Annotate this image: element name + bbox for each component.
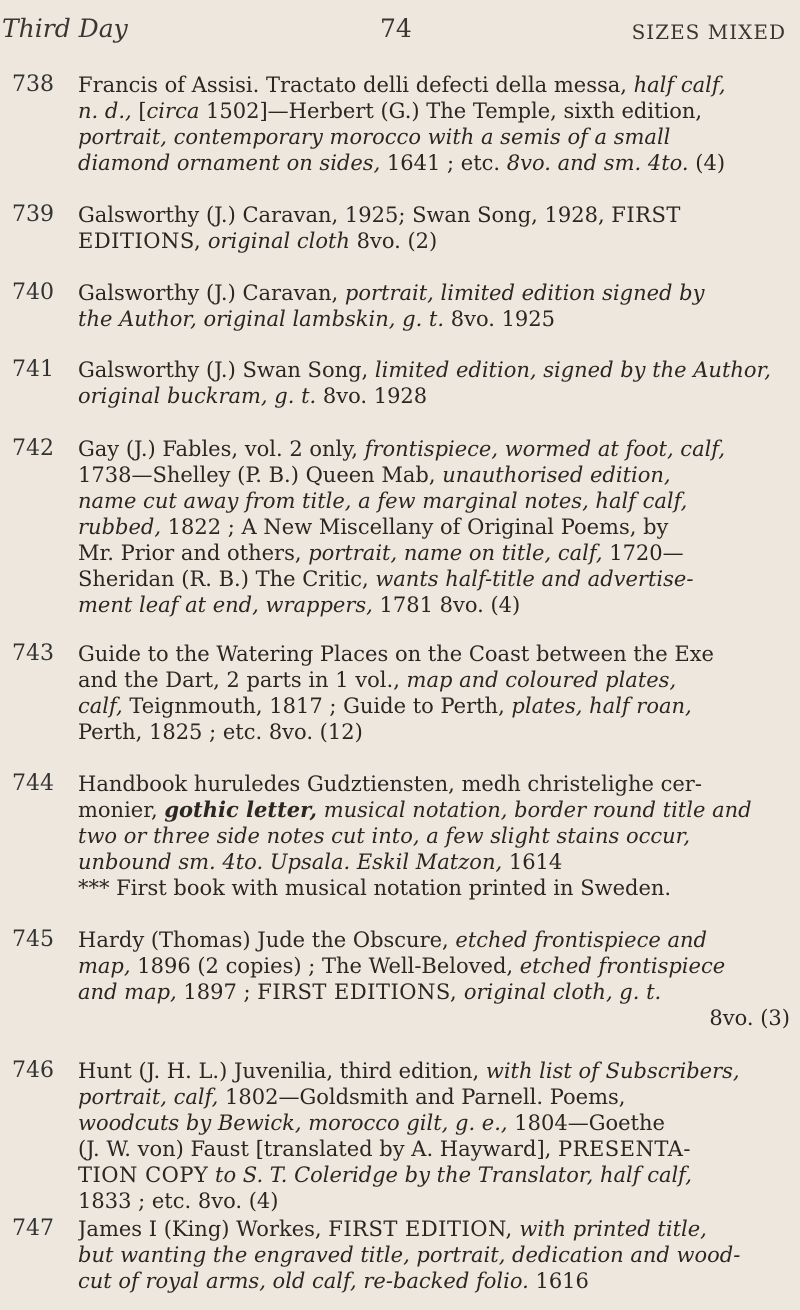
text-run: PRESENTA- xyxy=(558,1137,691,1161)
description-line xyxy=(78,436,790,462)
text-run: portrait, calf, xyxy=(78,1085,219,1109)
text-run: FIRST xyxy=(611,203,681,227)
description-line xyxy=(78,1242,790,1268)
text-run: with list of Subscribers, xyxy=(485,1059,740,1083)
text-run: Sheridan (R. B.) The Critic, xyxy=(78,567,376,591)
text-run: 8vo. (3) xyxy=(709,1006,790,1030)
text-run: circa xyxy=(146,99,200,123)
description-line xyxy=(78,1268,790,1294)
description-line xyxy=(78,280,790,306)
text-run: portrait, name on title, calf, xyxy=(308,541,603,565)
text-run: EDITIONS, xyxy=(78,229,202,253)
text-run xyxy=(263,850,270,874)
text-run: sm. 4to. xyxy=(178,850,264,874)
description-line xyxy=(78,719,790,745)
text-run: ment leaf at end, wrappers, xyxy=(78,593,373,617)
lot-description xyxy=(78,357,790,409)
page-number: 74 xyxy=(380,14,412,43)
text-run: 1614 xyxy=(502,850,563,874)
text-run: TION COPY xyxy=(78,1163,209,1187)
description-line xyxy=(78,823,790,849)
description-line xyxy=(78,797,790,823)
text-run: diamond ornament on sides, xyxy=(78,151,381,175)
lot-description xyxy=(78,202,790,254)
lot-number: 739 xyxy=(12,202,54,227)
text-run: gothic letter, xyxy=(164,797,317,822)
description-line xyxy=(78,693,790,719)
description-line xyxy=(78,357,790,383)
description-line xyxy=(78,1084,790,1110)
text-run: Perth, 1825 ; etc. 8vo. (12) xyxy=(78,720,363,744)
text-run: 8vo. and sm. 4to. xyxy=(506,151,689,175)
description-line xyxy=(78,1058,790,1084)
lot-number: 738 xyxy=(12,72,54,97)
description-line xyxy=(78,228,790,254)
lot-number: 744 xyxy=(12,771,54,796)
text-run: 1833 ; etc. 8vo. (4) xyxy=(78,1189,279,1213)
text-run xyxy=(317,798,324,822)
text-run: the Author, original lambskin, g. t. xyxy=(78,307,445,331)
description-line xyxy=(78,514,790,540)
text-run: wants half-title and advertise- xyxy=(375,567,694,591)
text-run: 1616 xyxy=(528,1269,589,1293)
description-line xyxy=(78,202,790,228)
description-line xyxy=(78,488,790,514)
description-line xyxy=(78,150,790,176)
text-run: 1802—Goldsmith and Parnell. Poems, xyxy=(218,1085,626,1109)
text-run: n. d., xyxy=(78,99,132,123)
text-run: Mr. Prior and others, xyxy=(78,541,309,565)
text-run: 1641 ; etc. xyxy=(380,151,507,175)
lot-description xyxy=(78,927,790,1031)
description-line xyxy=(78,306,790,332)
text-run: portrait, contemporary morocco with a semis of a small xyxy=(78,125,671,149)
lot-number: 740 xyxy=(12,280,54,305)
text-run: Upsala. Eskil Matzon, xyxy=(269,850,503,874)
description-line xyxy=(78,1005,790,1031)
text-run: 1781 8vo. (4) xyxy=(372,593,521,617)
text-run: folio. xyxy=(475,1269,529,1293)
text-run: FIRST EDITION, xyxy=(328,1217,513,1241)
text-run: Hunt (J. H. L.) Juvenilia, third edition, xyxy=(78,1059,486,1083)
text-run: 1720— xyxy=(602,541,684,565)
description-line xyxy=(78,98,790,124)
lot-description xyxy=(78,280,790,332)
description-line xyxy=(78,1188,790,1214)
text-run: 1897 ; xyxy=(176,980,258,1004)
text-run: 1896 (2 copies) ; The Well-Beloved, xyxy=(130,954,520,978)
lot-description xyxy=(78,1058,790,1214)
text-run: half calf, xyxy=(633,73,726,97)
text-run: to S. T. Coleridge by the Translator, half calf, xyxy=(215,1163,692,1187)
text-run: (4) xyxy=(688,151,726,175)
text-run: two or three side notes cut into, a few slight stains occur, xyxy=(78,824,691,848)
text-run: Handbook huruledes Gudztiensten, medh christelighe cer- xyxy=(78,772,702,796)
text-run: FIRST EDITIONS, xyxy=(257,980,458,1004)
lot-number: 747 xyxy=(12,1216,54,1241)
description-line xyxy=(78,667,790,693)
text-run: but wanting the engraved title, portrait, dedication and wood- xyxy=(78,1243,741,1267)
description-line xyxy=(78,849,790,875)
lot-number: 741 xyxy=(12,357,54,382)
running-head-right: SIZES MIXED xyxy=(631,20,786,44)
text-run: 1502]—Herbert (G.) The Temple, sixth edition, xyxy=(199,99,703,123)
text-run: Hardy (Thomas) Jude the Obscure, xyxy=(78,928,456,952)
text-run: 8vo. 1925 xyxy=(444,307,556,331)
text-run: etched frontispiece xyxy=(519,954,726,978)
text-run: original cloth xyxy=(207,229,350,253)
text-run: James I (King) Workes, xyxy=(78,1217,329,1241)
text-run: (J. W. von) Faust [translated by A. Hayward], xyxy=(78,1137,559,1161)
description-line xyxy=(78,927,790,953)
lot-description xyxy=(78,1216,790,1294)
description-line xyxy=(78,771,790,797)
text-run xyxy=(469,1269,476,1293)
description-line xyxy=(78,462,790,488)
description-line xyxy=(78,641,790,667)
lot-description xyxy=(78,641,790,745)
text-run: original cloth, g. t. xyxy=(463,980,662,1004)
text-run: *** First book with musical notation printed in Sweden. xyxy=(78,876,672,900)
running-head-left: Third Day xyxy=(2,14,128,43)
description-line xyxy=(78,566,790,592)
text-run: limited edition, signed by the Author, xyxy=(374,358,771,382)
description-line xyxy=(78,979,790,1005)
description-line xyxy=(78,1110,790,1136)
text-run: musical notation, border round title and xyxy=(323,798,752,822)
text-run: Guide to the Watering Places on the Coast between the Exe xyxy=(78,642,714,666)
description-line xyxy=(78,592,790,618)
text-run: map, xyxy=(78,954,131,978)
description-line xyxy=(78,383,790,409)
text-run: calf, xyxy=(78,694,123,718)
text-run: 1822 ; A New Miscellany of Original Poems, by xyxy=(161,515,669,539)
text-run: woodcuts by Bewick, morocco gilt, g. e., xyxy=(78,1111,508,1135)
text-run: Galsworthy (J.) Caravan, 1925; Swan Song, 1928, xyxy=(78,203,612,227)
description-line xyxy=(78,953,790,979)
lot-number: 743 xyxy=(12,641,54,666)
text-run: plates, half roan, xyxy=(511,694,692,718)
text-run: Galsworthy (J.) Swan Song, xyxy=(78,358,375,382)
text-run: map and coloured plates, xyxy=(406,668,677,692)
text-run: unauthorised edition, xyxy=(442,463,671,487)
text-run: with printed title, xyxy=(519,1217,707,1241)
lot-description xyxy=(78,771,790,901)
text-run: and the Dart, 2 parts in 1 vol., xyxy=(78,668,407,692)
text-run: and map, xyxy=(78,980,177,1004)
text-run: 1738—Shelley (P. B.) Queen Mab, xyxy=(78,463,443,487)
text-run: Teignmouth, 1817 ; Guide to Perth, xyxy=(122,694,512,718)
description-line xyxy=(78,540,790,566)
lot-description xyxy=(78,436,790,618)
text-run: rubbed, xyxy=(78,515,161,539)
text-run: Gay (J.) Fables, vol. 2 only, xyxy=(78,437,365,461)
description-line xyxy=(78,875,790,901)
text-run: 1804—Goethe xyxy=(507,1111,665,1135)
description-line xyxy=(78,1136,790,1162)
lot-number: 742 xyxy=(12,436,54,461)
lot-description xyxy=(78,72,790,176)
text-run: cut of royal arms, old calf, re-backed xyxy=(78,1269,470,1293)
text-run: monier, xyxy=(78,798,165,822)
lot-number: 745 xyxy=(12,927,54,952)
text-run: [ xyxy=(131,99,147,123)
text-run: Galsworthy (J.) Caravan, xyxy=(78,281,345,305)
description-line xyxy=(78,1162,790,1188)
text-run: unbound xyxy=(78,850,172,874)
text-run: original buckram, g. t. xyxy=(78,384,317,408)
text-run: portrait, limited edition signed by xyxy=(344,281,705,305)
text-run xyxy=(457,980,464,1004)
lot-number: 746 xyxy=(12,1058,54,1083)
description-line xyxy=(78,72,790,98)
text-run: 8vo. (2) xyxy=(349,229,438,253)
description-line xyxy=(78,124,790,150)
text-run xyxy=(201,229,208,253)
text-run: name cut away from title, a few marginal notes, half calf, xyxy=(78,489,688,513)
running-head xyxy=(0,14,800,54)
text-run: etched frontispiece and xyxy=(455,928,707,952)
text-run: Francis of Assisi. Tractato delli defecti della messa, xyxy=(78,73,634,97)
description-line xyxy=(78,1216,790,1242)
text-run: frontispiece, wormed at foot, calf, xyxy=(364,437,726,461)
text-run: 8vo. 1928 xyxy=(316,384,428,408)
